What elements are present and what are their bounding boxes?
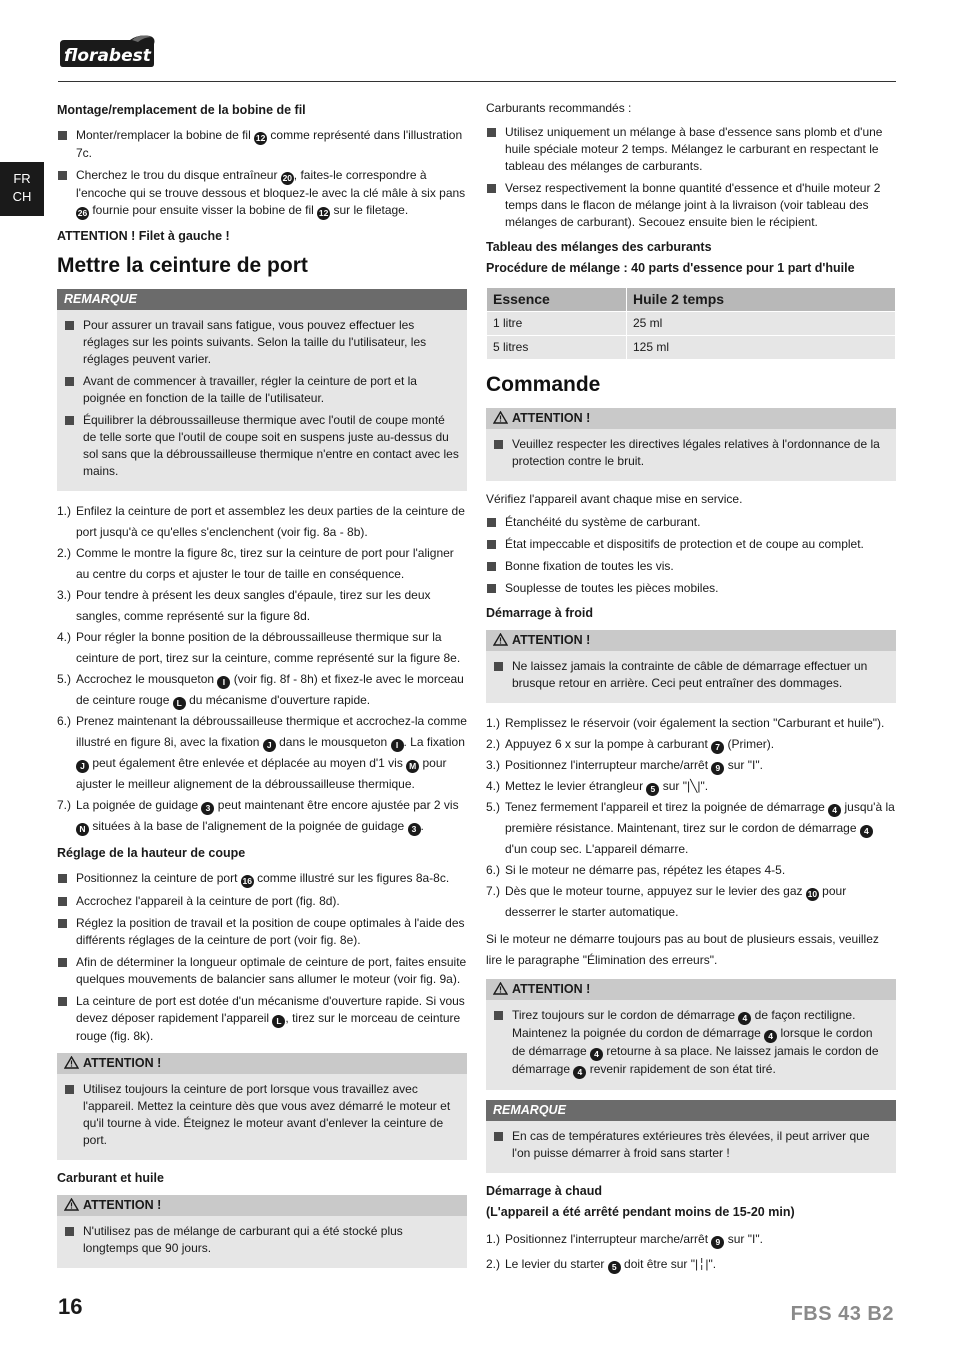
- list-item: Versez respectivement la bonne quantité d'essence et d'huile moteur 2 temps dans le flacon de mélange joint à la livraison (voir tableau des mélanges de carburant). Secouez ensuite bien le récipient.: [486, 180, 896, 231]
- list-item: Ne laissez jamais la contrainte de câble de démarrage effectuer un brusque retour en arrière. Ceci peut entraîner des dommages.: [493, 658, 888, 692]
- check-list: [486, 514, 896, 597]
- list-item: Positionnez la ceinture de port 16 comme illustré sur les figures 8a-8c.: [57, 870, 467, 888]
- list-item: N'utilisez pas de mélange de carburant qui a été stocké plus longtemps que 90 jours.: [64, 1223, 459, 1257]
- attention-header: ATTENTION !: [486, 408, 896, 429]
- list-item: La ceinture de port est dotée d'un mécanisme d'ouverture rapide. Si vous devez déposer rapidement l'appareil L , tirez sur le morceau de ceinture rouge (fig. 8k).: [57, 993, 467, 1045]
- section-title-cut-height: Réglage de la hauteur de coupe: [57, 846, 246, 860]
- callout-number: 5: [608, 1261, 621, 1274]
- remark-header: REMARQUE: [57, 289, 467, 310]
- callout-number: 9: [711, 1236, 724, 1249]
- language-tab: [0, 162, 44, 216]
- callout-letter: I: [391, 739, 404, 752]
- left-column: [57, 100, 467, 1278]
- callout-letter: I: [217, 676, 230, 689]
- attention-box: [486, 408, 896, 481]
- cold-note: Si le moteur ne démarre toujours pas au bout de plusieurs essais, veuillez lire le paragraphe "Élimination des erreurs".: [486, 932, 879, 967]
- list-item: État impeccable et dispositifs de protection et de coupe au complet.: [486, 536, 896, 553]
- step-item: 2.) Appuyez 6 x sur la pompe à carburant 7 (Primer).: [486, 737, 775, 752]
- remark-header: REMARQUE: [486, 1100, 896, 1121]
- callout-number: 12: [318, 208, 329, 218]
- callout-letter: N: [76, 823, 89, 836]
- list-item: Accrochez l'appareil à la ceinture de port (fig. 8d).: [57, 893, 467, 910]
- belt-steps: [57, 501, 467, 837]
- spool-list: [57, 127, 467, 220]
- remark-box: [57, 289, 467, 491]
- table-cell: 1 litre: [487, 312, 627, 336]
- callout-number: 4: [573, 1066, 586, 1079]
- step-item: 7.) Dès que le moteur tourne, appuyez sur le levier des gaz 10 pour desserrer le starter automatique.: [486, 884, 847, 919]
- attention-box: [57, 1195, 467, 1268]
- table-cell: 25 ml: [627, 312, 896, 336]
- warm-start-steps: [486, 1229, 896, 1275]
- callout-number: 4: [738, 1012, 751, 1025]
- callout-number: 3: [201, 802, 214, 815]
- check-intro: Vérifiez l'appareil avant chaque mise en service.: [486, 492, 743, 506]
- fuel-list: [486, 124, 896, 231]
- remark-box: [486, 1100, 896, 1173]
- warning-icon: [493, 633, 508, 646]
- section-title-warm-start: Démarrage à chaud: [486, 1184, 603, 1198]
- step-item: 1.) Remplissez le réservoir (voir également la section "Carburant et huile").: [486, 716, 885, 730]
- step-item: 5.) Tenez fermement l'appareil et tirez la poignée de démarrage 4 jusqu'à la première résistance. Maintenant, tirez sur le cordon de démarrage 4 d'un coup sec. L'appareil démarre.: [486, 800, 895, 856]
- warning-icon: [493, 982, 508, 995]
- list-item: Tirez toujours sur le cordon de démarrage 4 de façon rectiligne. Maintenez la poignée du cordon de démarrage 4 lorsque le cordon de démarrage 4 retourne à sa place. Ne laissez jamais le cordon de démarrage 4 revenir rapidement de son état tiré.: [493, 1007, 888, 1079]
- attention-header: ATTENTION !: [486, 630, 896, 651]
- callout-number: 4: [860, 825, 873, 838]
- callout-letter: J: [263, 739, 276, 752]
- list-item: Monter/remplacer la bobine de fil 12 comme représenté dans l'illustration 7c.: [57, 127, 467, 162]
- attention-header: ATTENTION !: [486, 979, 896, 1000]
- table-subtitle: Procédure de mélange : 40 parts d'essence pour 1 part d'huile: [486, 261, 855, 275]
- warning-icon: [493, 411, 508, 424]
- table-row: [487, 336, 896, 360]
- warning-icon: [64, 1056, 79, 1069]
- list-item: Cherchez le trou du disque entraîneur 20 , faites-le correspondre à l'encoche qui se trouve dessous et bloquez-le avec la clé mâle à six pans 26 fournie pour ensuite visser la bobine de fil 12 sur le filetage.: [57, 167, 467, 220]
- list-item: Étanchéité du système de carburant.: [486, 514, 896, 531]
- list-item: Souplesse de toutes les pièces mobiles.: [486, 580, 896, 597]
- fuel-intro: Carburants recommandés :: [486, 101, 632, 115]
- callout-number: 7: [711, 741, 724, 754]
- callout-number: 20: [282, 173, 293, 183]
- step-item: 2.) Le levier du starter 5 doit être sur "|╎|".: [486, 1257, 717, 1272]
- cold-start-steps: [486, 713, 896, 923]
- model-name: FBS 43 B2: [790, 1303, 894, 1325]
- attention-box: [486, 630, 896, 703]
- list-item: Bonne fixation de toutes les vis.: [486, 558, 896, 575]
- callout-number: 4: [764, 1030, 777, 1043]
- step-item: 5.) Accrochez le mousqueton I (voir fig. 8f - 8h) et fixez-le avec le morceau de ceinture rouge L du mécanisme d'ouverture rapide.: [57, 672, 464, 708]
- svg-text:florabest: florabest: [64, 46, 151, 66]
- table-header-row: [487, 288, 896, 312]
- list-item: Utilisez uniquement un mélange à base d'essence sans plomb et d'une huile spéciale moteur 2 temps. Mélangez le carburant en respectant le tableau des mélanges de carburants.: [486, 124, 896, 175]
- callout-letter: L: [272, 1015, 285, 1028]
- callout-letter: M: [406, 760, 419, 773]
- step-item: 3.) Pour tendre à présent les deux sangles d'épaule, tirez sur les deux sangles, comme représenté sur la figure 8d.: [57, 588, 431, 623]
- attention-box: [57, 1053, 467, 1160]
- heading-commande: Commande: [486, 373, 601, 396]
- table-cell: 125 ml: [627, 336, 896, 360]
- callout-number: 3: [408, 823, 421, 836]
- callout-number: 4: [590, 1048, 603, 1061]
- callout-letter: J: [76, 760, 89, 773]
- attention-box: [486, 979, 896, 1090]
- table-title: Tableau des mélanges des carburants: [486, 240, 712, 254]
- callout-letter: L: [173, 697, 186, 710]
- step-item: 6.) Si le moteur ne démarre pas, répétez les étapes 4-5.: [486, 863, 786, 877]
- list-item: Réglez la position de travail et la position de coupe optimales à l'aide des différents réglages de la ceinture de port (voir fig. 8e).: [57, 915, 467, 949]
- step-item: 6.) Prenez maintenant la débroussailleuse thermique et accrochez-la comme illustré en figure 8i, avec la fixation J dans le mousqueton I . La fixation J peut également être enlevée et déplacée au moyen d'1 vis M pour ajuster le meilleur alignement de la débroussailleuse thermique.: [57, 714, 467, 791]
- header-rule: [58, 81, 896, 82]
- fuel-mix-table: [486, 287, 896, 360]
- step-item: 4.) Pour régler la bonne position de la débroussailleuse thermique sur la ceinture de port, tirez sur la ceinture, comme représenté sur la figure 8e.: [57, 630, 461, 665]
- step-item: 1.) Positionnez l'interrupteur marche/arrêt 9 sur "I".: [486, 1232, 763, 1247]
- attention-header: ATTENTION !: [57, 1195, 467, 1216]
- list-item: En cas de températures extérieures très élevées, il peut arriver que l'on puisse démarrer à froid sans starter !: [493, 1128, 888, 1162]
- list-item: Pour assurer un travail sans fatigue, vous pouvez effectuer les réglages sur les points suivants. Selon la taille du l'utilisateur, les réglages peuvent varier.: [64, 317, 459, 368]
- callout-number: 9: [711, 762, 724, 775]
- warning-icon: [64, 1198, 79, 1211]
- list-item: Avant de commencer à travailler, régler la ceinture de port et la poignée en fonction de la taille de l'utilisateur.: [64, 373, 459, 407]
- column-header: Huile 2 temps: [627, 288, 896, 312]
- list-item: Équilibrer la débroussailleuse thermique avec l'outil de coupe monté de telle sorte que l'outil de coupe soit en suspens juste au-dessus du sol sans que la débroussailleuse thermique n'entre en contact avec les mains.: [64, 412, 459, 480]
- step-item: 1.) Enfilez la ceinture de port et assemblez les deux parties de la ceinture de port jusqu'à ce qu'elles s'enclenchent (voir fig. 8a - 8b).: [57, 504, 465, 539]
- attention-header: ATTENTION !: [57, 1053, 467, 1074]
- cut-height-list: [57, 870, 467, 1045]
- step-item: 2.) Comme le montre la figure 8c, tirez sur la ceinture de port pour l'aligner au centre du corps et ajuster le tour de taille en conséquence.: [57, 546, 454, 581]
- section-title-cold-start: Démarrage à froid: [486, 606, 593, 620]
- callout-number: 4: [828, 804, 841, 817]
- heading-belt: Mettre la ceinture de port: [57, 254, 308, 277]
- table-row: [487, 312, 896, 336]
- callout-number: 26: [77, 208, 88, 218]
- right-column: [486, 100, 896, 1281]
- column-header: Essence: [487, 288, 627, 312]
- section-title-fuel: Carburant et huile: [57, 1171, 164, 1185]
- callout-number: 16: [242, 876, 252, 886]
- step-item: 7.) La poignée de guidage 3 peut maintenant être encore ajustée par 2 vis N situées à la base de l'alignement de la poignée de guidage 3 .: [57, 798, 459, 834]
- callout-number: 5: [646, 783, 659, 796]
- table-cell: 5 litres: [487, 336, 627, 360]
- section-title-spool: Montage/remplacement de la bobine de fil: [57, 103, 306, 117]
- list-item: Utilisez toujours la ceinture de port lorsque vous travaillez avec l'appareil. Mettez la ceinture dès que vous avez démarré le moteur et qu'il tourne à vide. Éteignez le moteur avant d'enlever la ceinture de port.: [64, 1081, 459, 1149]
- warm-start-subtitle: (L'appareil a été arrêté pendant moins de 15-20 min): [486, 1205, 795, 1219]
- step-item: 3.) Positionnez l'interrupteur marche/arrêt 9 sur "I".: [486, 758, 763, 773]
- lang-ch: CH: [12, 189, 32, 204]
- callout-number: 12: [255, 133, 266, 143]
- callout-number: 10: [807, 889, 818, 899]
- page-number: 16: [58, 1294, 83, 1319]
- list-item: Veuillez respecter les directives légales relatives à l'ordonnance de la protection contre le bruit.: [493, 436, 888, 470]
- step-item: 4.) Mettez le levier étrangleur 5 sur "|╲|".: [486, 779, 709, 794]
- lang-fr: FR: [13, 171, 31, 186]
- list-item: Afin de déterminer la longueur optimale de ceinture de port, faites ensuite quelques mouvements de balancier sans allumer le moteur (voir fig. 9a).: [57, 954, 467, 988]
- florabest-logo: [58, 34, 158, 68]
- attention-left-thread: ATTENTION ! Filet à gauche !: [57, 229, 230, 243]
